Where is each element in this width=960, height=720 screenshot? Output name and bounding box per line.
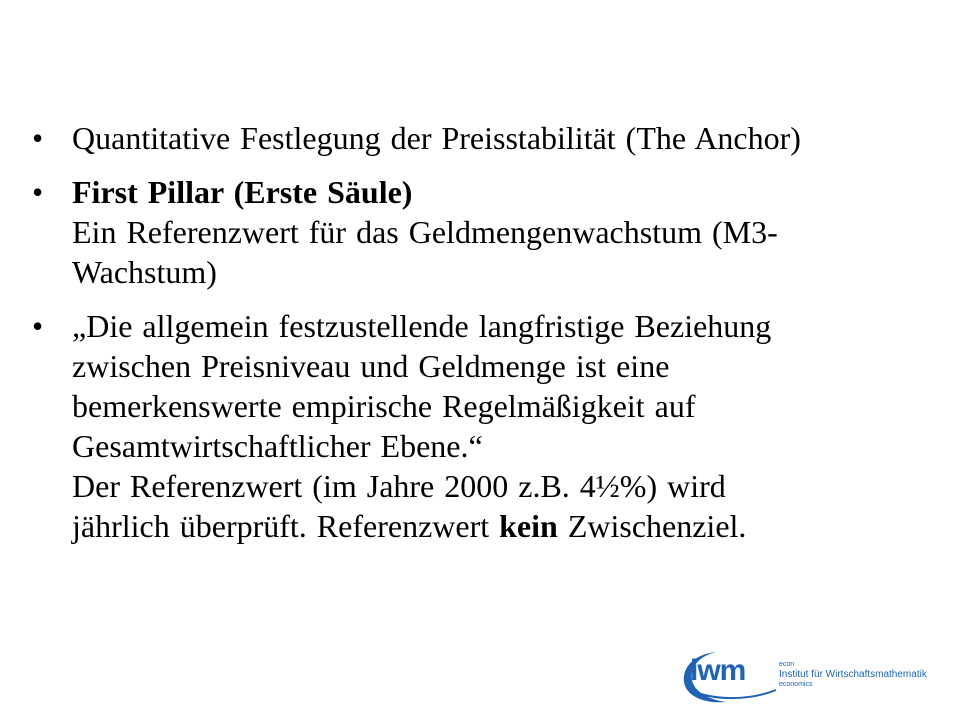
bullet-bold-title: First Pillar (Erste Säule)	[72, 174, 413, 210]
quote-line: zwischen Preisniveau und Geldmenge ist eine	[72, 348, 670, 384]
review-text-bold: kein	[499, 508, 558, 544]
quote-line: bemerkenswerte empirische Regelmäßigkeit auf	[72, 388, 696, 424]
logo-text-line: econ	[779, 661, 795, 668]
bullet-marker: •	[32, 308, 44, 344]
review-line	[72, 506, 912, 546]
bullet-item-quote	[32, 306, 912, 546]
quote-line: „Die allgemein festzustellende langfristige Beziehung	[72, 308, 772, 344]
logo-institute-name: Institut für Wirtschaftsmathematik	[779, 669, 927, 680]
bullet-text-line: Ein Referenzwert für das Geldmengenwachstum (M3-	[72, 214, 778, 250]
bullet-list	[32, 118, 912, 560]
logo-wordmark: iwm	[690, 654, 746, 687]
bullet-marker: •	[32, 174, 44, 210]
review-text-pre: jährlich überprüft. Referenzwert	[72, 508, 500, 544]
bullet-text-line: Wachstum)	[72, 254, 217, 290]
bullet-item-anchor	[32, 118, 912, 158]
bullet-item-first-pillar	[32, 172, 912, 292]
quote-line: Gesamtwirtschaftlicher Ebene.“	[72, 428, 483, 464]
iwm-logo	[676, 638, 927, 708]
bullet-marker: •	[32, 120, 44, 156]
review-text-post: Zwischenziel.	[557, 508, 747, 544]
reference-value-line: Der Referenzwert (im Jahre 2000 z.B. 4½%) wird	[72, 468, 726, 504]
bullet-text: Quantitative Festlegung der Preisstabilität (The Anchor)	[72, 120, 801, 156]
logo-text-line: economics	[779, 681, 813, 688]
